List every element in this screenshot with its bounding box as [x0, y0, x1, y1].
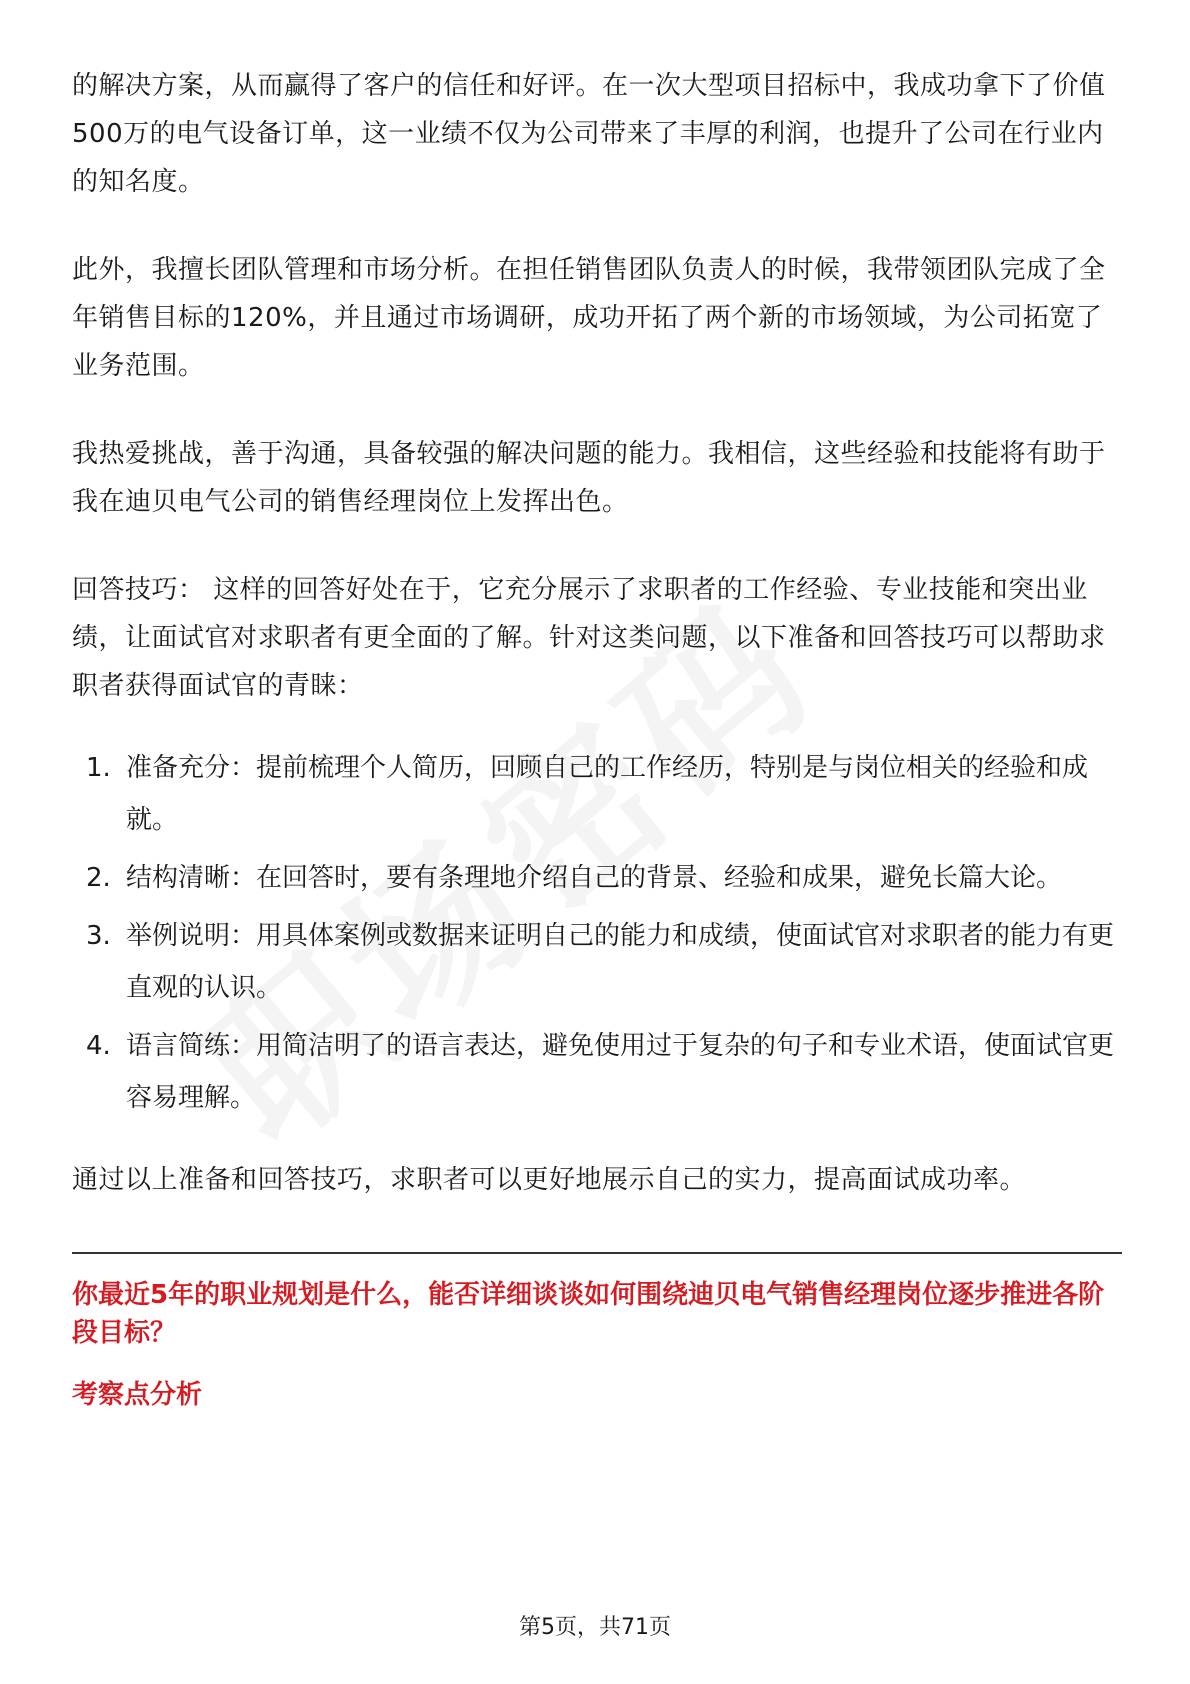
section-heading: 考察点分析 [72, 1380, 203, 1410]
page-number: 第5页，共71页 [519, 1615, 671, 1640]
paragraph-team-management: 此外，我擅长团队管理和市场分析。在担任销售团队负责人的时候，我带领团队完成了全年销售目标的120%，并且通过市场调研，成功开拓了两个新的市场领域，为公司拓宽了业务范围。 [72, 255, 1106, 381]
list-item [72, 742, 1122, 846]
list-item [72, 852, 1122, 904]
document-page [72, 62, 1122, 1414]
list-number: 1. [86, 753, 111, 783]
section-divider [72, 1252, 1122, 1254]
summary-paragraph: 通过以上准备和回答技巧，求职者可以更好地展示自己的实力，提高面试成功率。 [72, 1165, 1027, 1195]
list-text: 举例说明：用具体案例或数据来证明自己的能力和成绩，使面试官对求职者的能力有更直观的认识。 [126, 921, 1115, 1003]
paragraph-achievements: 的解决方案，从而赢得了客户的信任和好评。在一次大型项目招标中，我成功拿下了价值500万的电气设备订单，这一业绩不仅为公司带来了丰厚的利润，也提升了公司在行业内的知名度。 [72, 71, 1106, 197]
list-item [72, 910, 1122, 1014]
paragraph-conclusion: 我热爱挑战，善于沟通，具备较强的解决问题的能力。我相信，这些经验和技能将有助于我在迪贝电气公司的销售经理岗位上发挥出色。 [72, 439, 1106, 517]
paragraph-answer-tips: 回答技巧： 这样的回答好处在于，它充分展示了求职者的工作经验、专业技能和突出业绩，让面试官对求职者有更全面的了解。针对这类问题，以下准备和回答技巧可以帮助求职者获得面试官的青睐： [72, 575, 1106, 701]
list-text: 结构清晰：在回答时，要有条理地介绍自己的背景、经验和成果，避免长篇大论。 [126, 863, 1063, 893]
list-item [72, 1020, 1122, 1124]
interview-question: 你最近5年的职业规划是什么，能否详细谈谈如何围绕迪贝电气销售经理岗位逐步推进各阶段目标？ [72, 1280, 1105, 1348]
list-number: 3. [86, 921, 111, 951]
list-text: 语言简练：用简洁明了的语言表达，避免使用过于复杂的句子和专业术语，使面试官更容易理解。 [126, 1031, 1115, 1113]
list-number: 4. [86, 1031, 111, 1061]
list-number: 2. [86, 863, 111, 893]
list-text: 准备充分：提前梳理个人简历，回顾自己的工作经历，特别是与岗位相关的经验和成就。 [126, 753, 1089, 835]
tips-list [72, 742, 1122, 1124]
